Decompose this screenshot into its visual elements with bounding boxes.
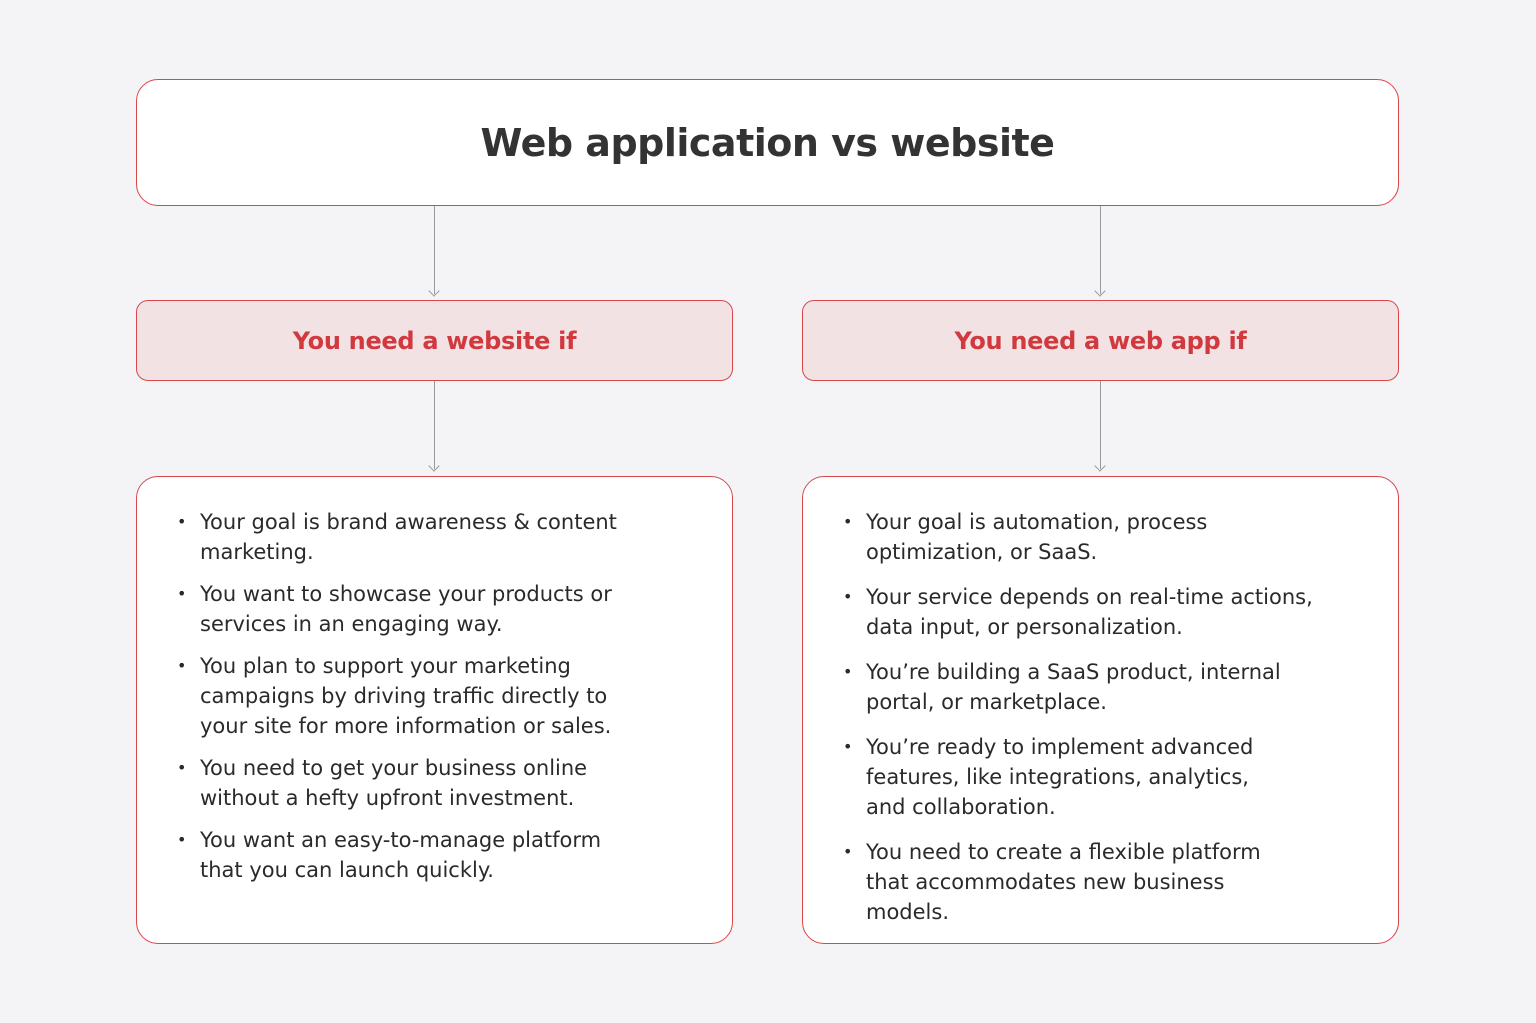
diagram-title: Web application vs website — [480, 120, 1055, 165]
list-item: • You’re ready to implement advanced features, like integrations, analytics, and collaboration. — [843, 732, 1286, 822]
website-criteria-box — [136, 476, 733, 944]
list-item: • Your service depends on real-time actions, data input, or personalization. — [843, 582, 1316, 642]
webapp-heading-box — [802, 300, 1399, 381]
website-criteria-list — [177, 507, 692, 885]
webapp-criteria-list — [843, 507, 1358, 927]
list-item: • You want an easy-to-manage platform that you can launch quickly. — [177, 825, 640, 885]
list-item: • You need to create a flexible platform that accommodates new business models. — [843, 837, 1296, 927]
list-item: • You need to get your business online without a hefty upfront investment. — [177, 753, 625, 813]
arrow-webapp-to-list — [1100, 381, 1101, 469]
title-box — [136, 79, 1399, 206]
website-heading-box — [136, 300, 733, 381]
list-item: • You’re building a SaaS product, internal portal, or marketplace. — [843, 657, 1321, 717]
arrow-website-to-list — [434, 381, 435, 469]
list-item: • You want to showcase your products or services in an engaging way. — [177, 579, 620, 639]
webapp-criteria-box — [802, 476, 1399, 944]
arrow-title-to-webapp — [1100, 206, 1101, 294]
list-item: • You plan to support your marketing campaigns by driving traffic directly to your site for more information or sales. — [177, 651, 652, 741]
webapp-heading: You need a web app if — [954, 326, 1247, 355]
list-item: • Your goal is brand awareness & content marketing. — [177, 507, 640, 567]
website-heading: You need a website if — [292, 326, 577, 355]
arrow-title-to-website — [434, 206, 435, 294]
list-item: • Your goal is automation, process optimization, or SaaS. — [843, 507, 1251, 567]
